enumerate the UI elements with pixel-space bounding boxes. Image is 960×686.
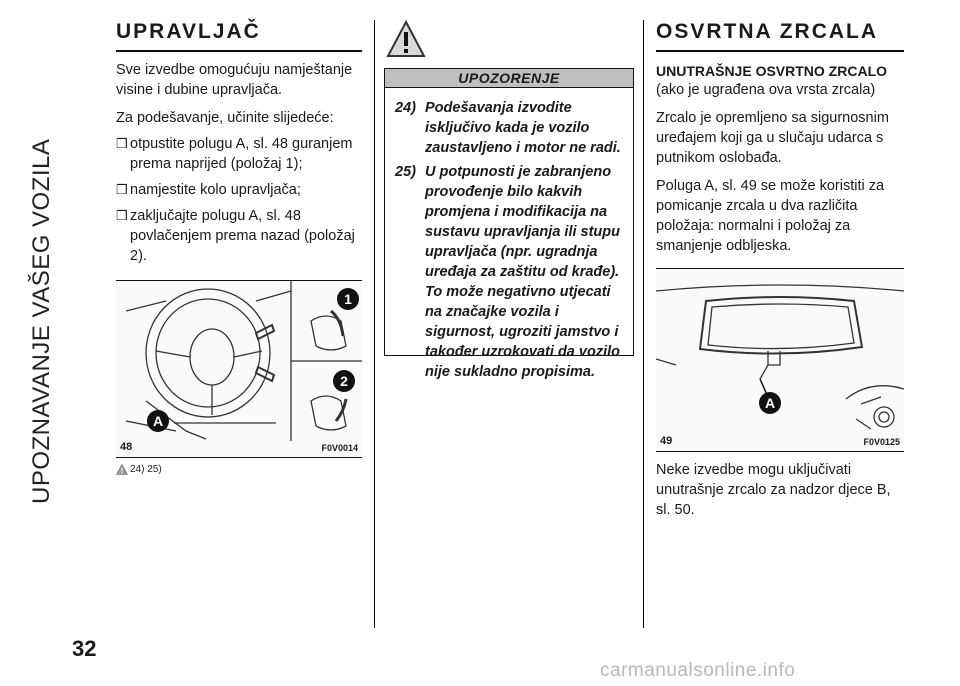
figure-code: F0V0125 [863, 437, 900, 447]
figure-48-steering [116, 280, 362, 458]
steering-intro: Sve izvedbe omogućuju namještanje visine i dubine upravljača. [116, 62, 353, 98]
column-divider [643, 20, 644, 628]
warning-reference-numbers: 24) 25) [130, 464, 162, 475]
warning-item-text: Podešavanja izvodite isključivo kada je vozilo zaustavljeno i motor ne radi. [425, 100, 621, 156]
steering-step [116, 134, 362, 174]
callout-2: 2 [340, 373, 348, 389]
steering-wheel-illustration [116, 281, 362, 441]
rearview-mirror-illustration [656, 269, 904, 435]
warning-triangle-icon [116, 464, 128, 475]
callout-A: A [764, 395, 776, 411]
warning-item [395, 98, 623, 158]
figure-49-mirror [656, 268, 904, 452]
warning-triangle-icon [386, 20, 426, 58]
warning-item-number: 25) [395, 164, 416, 180]
site-watermark: carmanualsonline.info [600, 660, 796, 681]
page-number: 32 [72, 636, 97, 661]
checkbox-bullet-icon: ❒ [116, 182, 128, 197]
steering-step-text: namjestite kolo upravljača; [130, 182, 301, 198]
interior-mirror-subtitle: UNUTRAŠNJE OSVRTNO ZRCALO [656, 63, 888, 79]
warning-box [384, 88, 634, 380]
checkbox-bullet-icon: ❒ [116, 136, 128, 151]
figure-number: 49 [660, 435, 673, 447]
steering-step [116, 180, 362, 200]
steering-title: UPRAVLJAČ [116, 20, 362, 52]
callout-A: A [152, 413, 164, 429]
steering-section [116, 20, 362, 475]
mirror-paragraph-3: Neke izvedbe mogu uključivati unutrašnje zrcalo za nadzor djece B, sl. 50. [656, 462, 891, 518]
mirrors-section [656, 20, 904, 520]
steering-step-text: zaključajte polugu A, sl. 48 povlačenjem prema nazad (položaj 2). [130, 208, 355, 264]
interior-mirror-note: (ako je ugrađena ova vrsta zrcala) [656, 82, 876, 98]
warning-item-number: 24) [395, 100, 416, 116]
column-divider [374, 20, 375, 628]
steering-lead: Za podešavanje, učinite slijedeće: [116, 110, 334, 126]
warning-item [395, 162, 623, 382]
chapter-side-title: UPOZNAVANJE VAŠEG VOZILA [28, 138, 55, 504]
steering-step [116, 206, 362, 266]
callout-1: 1 [344, 291, 352, 307]
mirrors-title: OSVRTNA ZRCALA [656, 20, 904, 52]
figure-code: F0V0014 [321, 443, 358, 453]
warning-icon-wrap [384, 20, 634, 62]
warning-section [384, 20, 634, 380]
steering-step-text: otpustite polugu A, sl. 48 guranjem prema naprijed (položaj 1); [130, 136, 353, 172]
mirror-paragraph-2: Poluga A, sl. 49 se može koristiti za pomicanje zrcala u dva različita položaja: normalni i položaj za smanjenje odbljeska. [656, 178, 885, 254]
figure-number: 48 [120, 441, 133, 453]
warning-item-text: U potpunosti je zabranjeno provođenje bilo kakvih promjena i modifikacija na sustavu upravljanja ili stupu upravljača (npr. ugradnja uređaja za zaštitu od krađe). To može negativno utjecati na značajke vozila i sigurnost, ugroziti jamstvo i također uzrokovati da vozilo nije sukladno propisima. [425, 164, 620, 380]
mirror-paragraph-1: Zrcalo je opremljeno sa sigurnosnim uređajem koji ga u slučaju udarca s putnikom oslobađa. [656, 110, 889, 166]
checkbox-bullet-icon: ❒ [116, 208, 128, 223]
warning-references [116, 464, 362, 475]
warning-header: UPOZORENJE [384, 68, 634, 88]
